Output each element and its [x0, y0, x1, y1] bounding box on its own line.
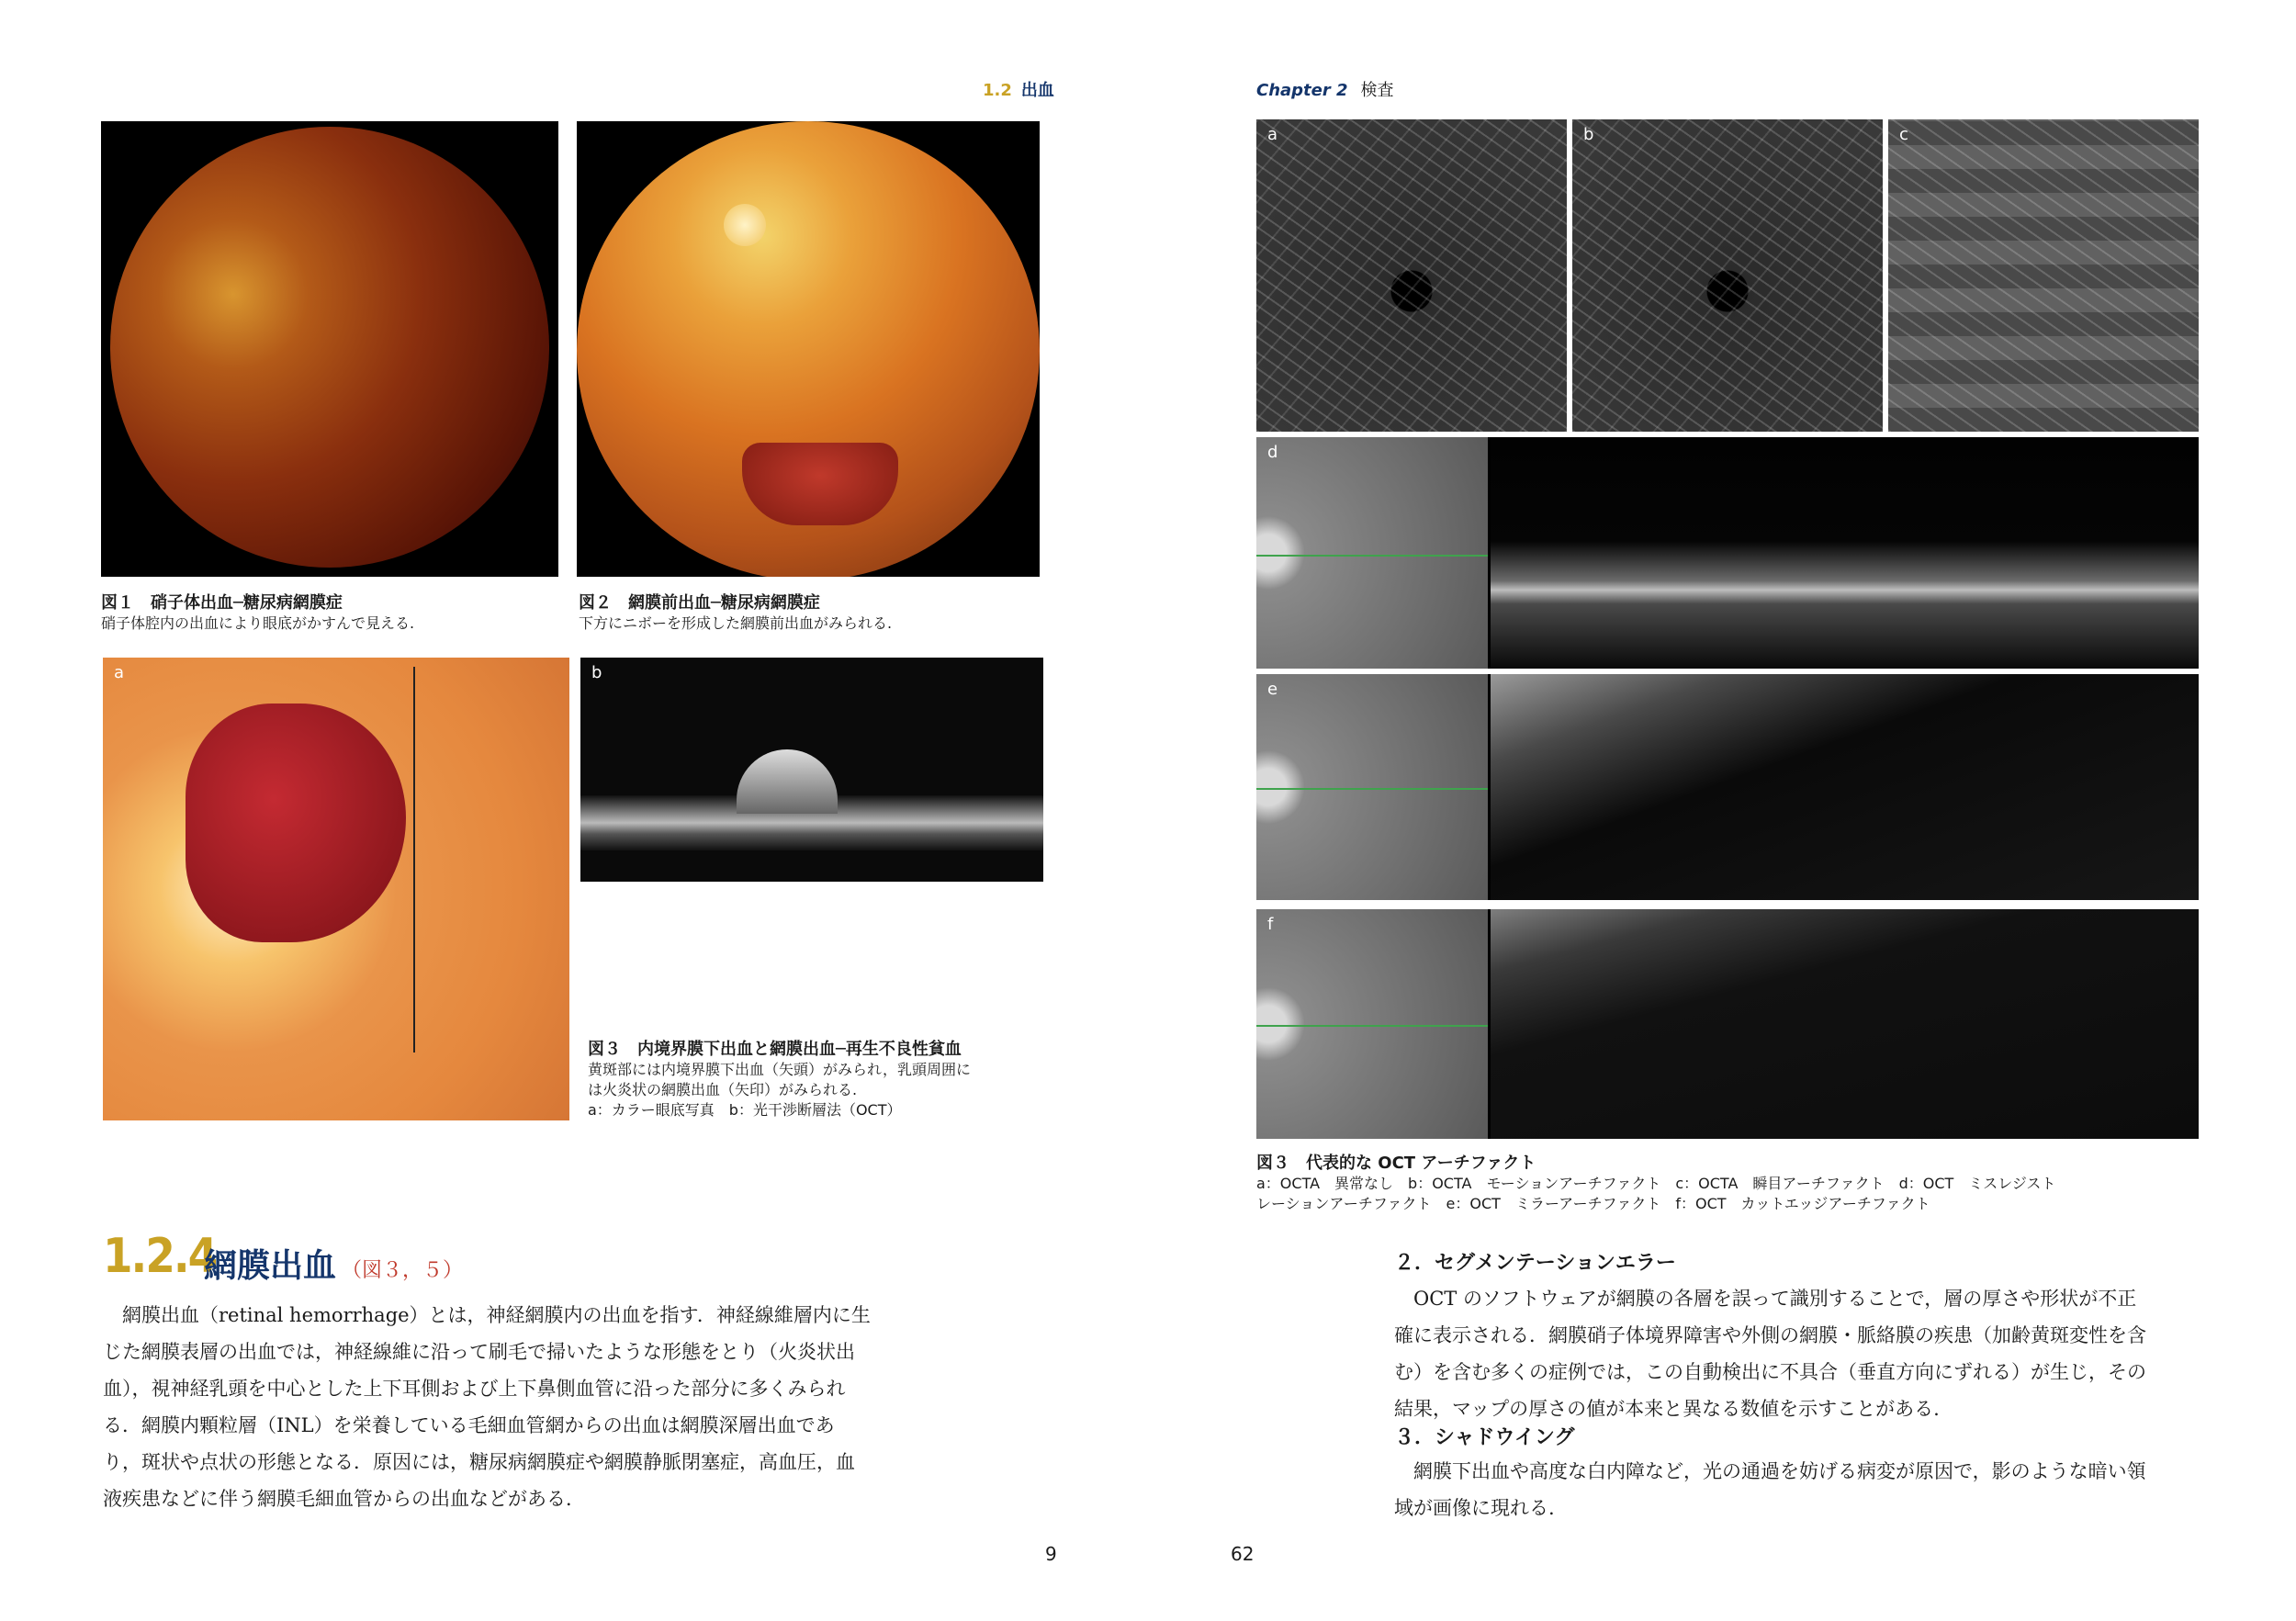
running-head-title: 出血 [1020, 81, 1054, 100]
ref-open-paren: （ [342, 1259, 363, 1282]
segmentation-error-body [1394, 1280, 2202, 1427]
panel-label-d: d [1267, 443, 1278, 462]
ref-close-paren: ） [443, 1259, 464, 1282]
running-head-number: 1.2 [983, 81, 1012, 100]
oct-panel-e [1256, 674, 2199, 900]
octa-panel-b [1572, 119, 1883, 432]
shadow-line-2: 域が画像に現れる. [1394, 1497, 1555, 1519]
bscan-image-d [1491, 437, 2199, 669]
fig3-title: 図３ 内境界膜下出血と網膜出血─再生不良性貧血 [588, 1040, 962, 1059]
seg-line-1: OCT のソフトウェアが網膜の各層を誤って識別することで，層の厚さや形状が不正 [1413, 1288, 2137, 1310]
section-number: 1.2.4 [103, 1229, 217, 1284]
fig2-caption [579, 590, 1056, 634]
octa-panel-a [1256, 119, 1567, 432]
page-number-right: 62 [1231, 1543, 1255, 1565]
subheading-segmentation-error: ２．セグメンテーションエラー [1394, 1252, 1676, 1275]
scan-line-arrow [413, 667, 415, 1053]
running-head-left [983, 77, 1054, 101]
fig3-caption-line-2: は火炎状の網膜出血（矢印）がみられる. [588, 1081, 858, 1098]
sub-ilm-hemorrhage-dome [737, 749, 838, 814]
panel-label-f: f [1267, 915, 1274, 934]
shadowing-body [1394, 1453, 2202, 1526]
section-figure-reference[interactable] [342, 1255, 463, 1283]
bscan-image-e [1491, 674, 2199, 900]
scan-line-e [1256, 788, 1488, 790]
section-title: 網膜出血 [204, 1247, 337, 1285]
scan-line-f [1256, 1025, 1488, 1027]
chapter-title: 検査 [1360, 81, 1394, 100]
fig3-caption-line-3: a：カラー眼底写真 b：光干渉断層法（OCT） [588, 1101, 902, 1119]
body-line-1: 網膜出血（retinal hemorrhage）とは，神経網膜内の出血を指す．神経線維層内に生 [122, 1304, 871, 1326]
panel-label-b: b [591, 663, 602, 682]
fig2-caption-text: 下方にニボーを形成した網膜前出血がみられる. [579, 614, 893, 632]
oct-artifact-title: 図３ 代表的な OCT アーチファクト [1256, 1154, 1536, 1173]
fig1-title: 図１ 硝子体出血─糖尿病網膜症 [101, 593, 343, 613]
body-line-3: 血），視神経乳頭を中心とした上下耳側および上下鼻側血管に沿った部分に多くみられ [103, 1378, 846, 1400]
ref-figures: 図３，５ [362, 1259, 444, 1282]
body-line-4: る．網膜内顆粒層（INL）を栄養している毛細血管網からの出血は網膜深層出血であ [103, 1414, 835, 1436]
oct-artifact-caption-line-2: レーションアーチファクト e：OCT ミラーアーチファクト f：OCT カットエッジアーチファクト [1256, 1195, 1930, 1212]
fig2-title: 図２ 網膜前出血─糖尿病網膜症 [579, 593, 820, 613]
scan-line-d [1256, 555, 1488, 557]
running-head-right [1256, 77, 1394, 101]
vitreous-hemorrhage-fundus [110, 127, 549, 568]
panel-label-a: a [1267, 125, 1278, 144]
seg-line-2: 確に表示される．網膜硝子体境界障害や外側の網膜・脈絡膜の疾患（加齢黄斑変性を含 [1394, 1324, 2146, 1346]
subheading-shadowing: ３．シャドウイング [1394, 1426, 1575, 1449]
panel-label-a: a [114, 663, 125, 682]
octa-panel-c [1888, 119, 2199, 432]
oct-artifact-caption-line-1: a：OCTA 異常なし b：OCTA モーションアーチファクト c：OCTA 瞬目アーチファクト d：OCT ミスレジスト [1256, 1175, 2056, 1192]
body-line-5: り，斑状や点状の形態となる．原因には，糖尿病網膜症や網膜静脈閉塞症，高血圧，血 [103, 1451, 855, 1473]
fig3b-oct-scan [580, 658, 1043, 882]
fig1-caption [101, 590, 579, 634]
fig3-caption [588, 1036, 1065, 1120]
optic-disc [724, 204, 766, 246]
bscan-image-f [1491, 909, 2199, 1139]
seg-line-4: 結果，マップの厚さの値が本来と異なる数値を示すことがある. [1394, 1398, 1940, 1420]
body-line-2: じた網膜表層の出血では，神経線維に沿って刷毛で掃いたような形態をとり（火炎状出 [103, 1341, 855, 1363]
section-body [103, 1297, 906, 1517]
boat-shaped-hemorrhage [742, 443, 898, 525]
oct-artifact-caption [1256, 1150, 2202, 1214]
slo-image-f [1256, 909, 1488, 1139]
shadow-line-1: 網膜下出血や高度な白内障など，光の通過を妨げる病変が原因で，影のような暗い領 [1413, 1460, 2146, 1482]
fig1-fundus-photo [101, 121, 558, 577]
panel-label-c: c [1899, 125, 1908, 144]
oct-panel-f [1256, 909, 2199, 1139]
seg-line-3: む）を含む多くの症例では，この自動検出に不具合（垂直方向にずれる）が生じ，その [1394, 1361, 2146, 1383]
panel-label-e: e [1267, 680, 1278, 699]
slo-image-d [1256, 437, 1488, 669]
page-number-left: 9 [1045, 1543, 1057, 1565]
oct-panel-d [1256, 437, 2199, 669]
fig3a-color-fundus-photo [103, 658, 569, 1120]
flame-hemorrhage [186, 704, 406, 942]
panel-label-b: b [1583, 125, 1594, 144]
fig2-fundus-photo [577, 121, 1040, 577]
fig1-caption-text: 硝子体腔内の出血により眼底がかすんで見える. [101, 614, 415, 632]
fig3-caption-line-1: 黄斑部には内境界膜下出血（矢頭）がみられ，乳頭周囲に [588, 1061, 971, 1078]
slo-image-e [1256, 674, 1488, 900]
preretinal-hemorrhage-fundus [577, 121, 1040, 577]
body-line-6: 液疾患などに伴う網膜毛細血管からの出血などがある． [103, 1488, 585, 1510]
chapter-label: Chapter 2 [1256, 81, 1348, 100]
